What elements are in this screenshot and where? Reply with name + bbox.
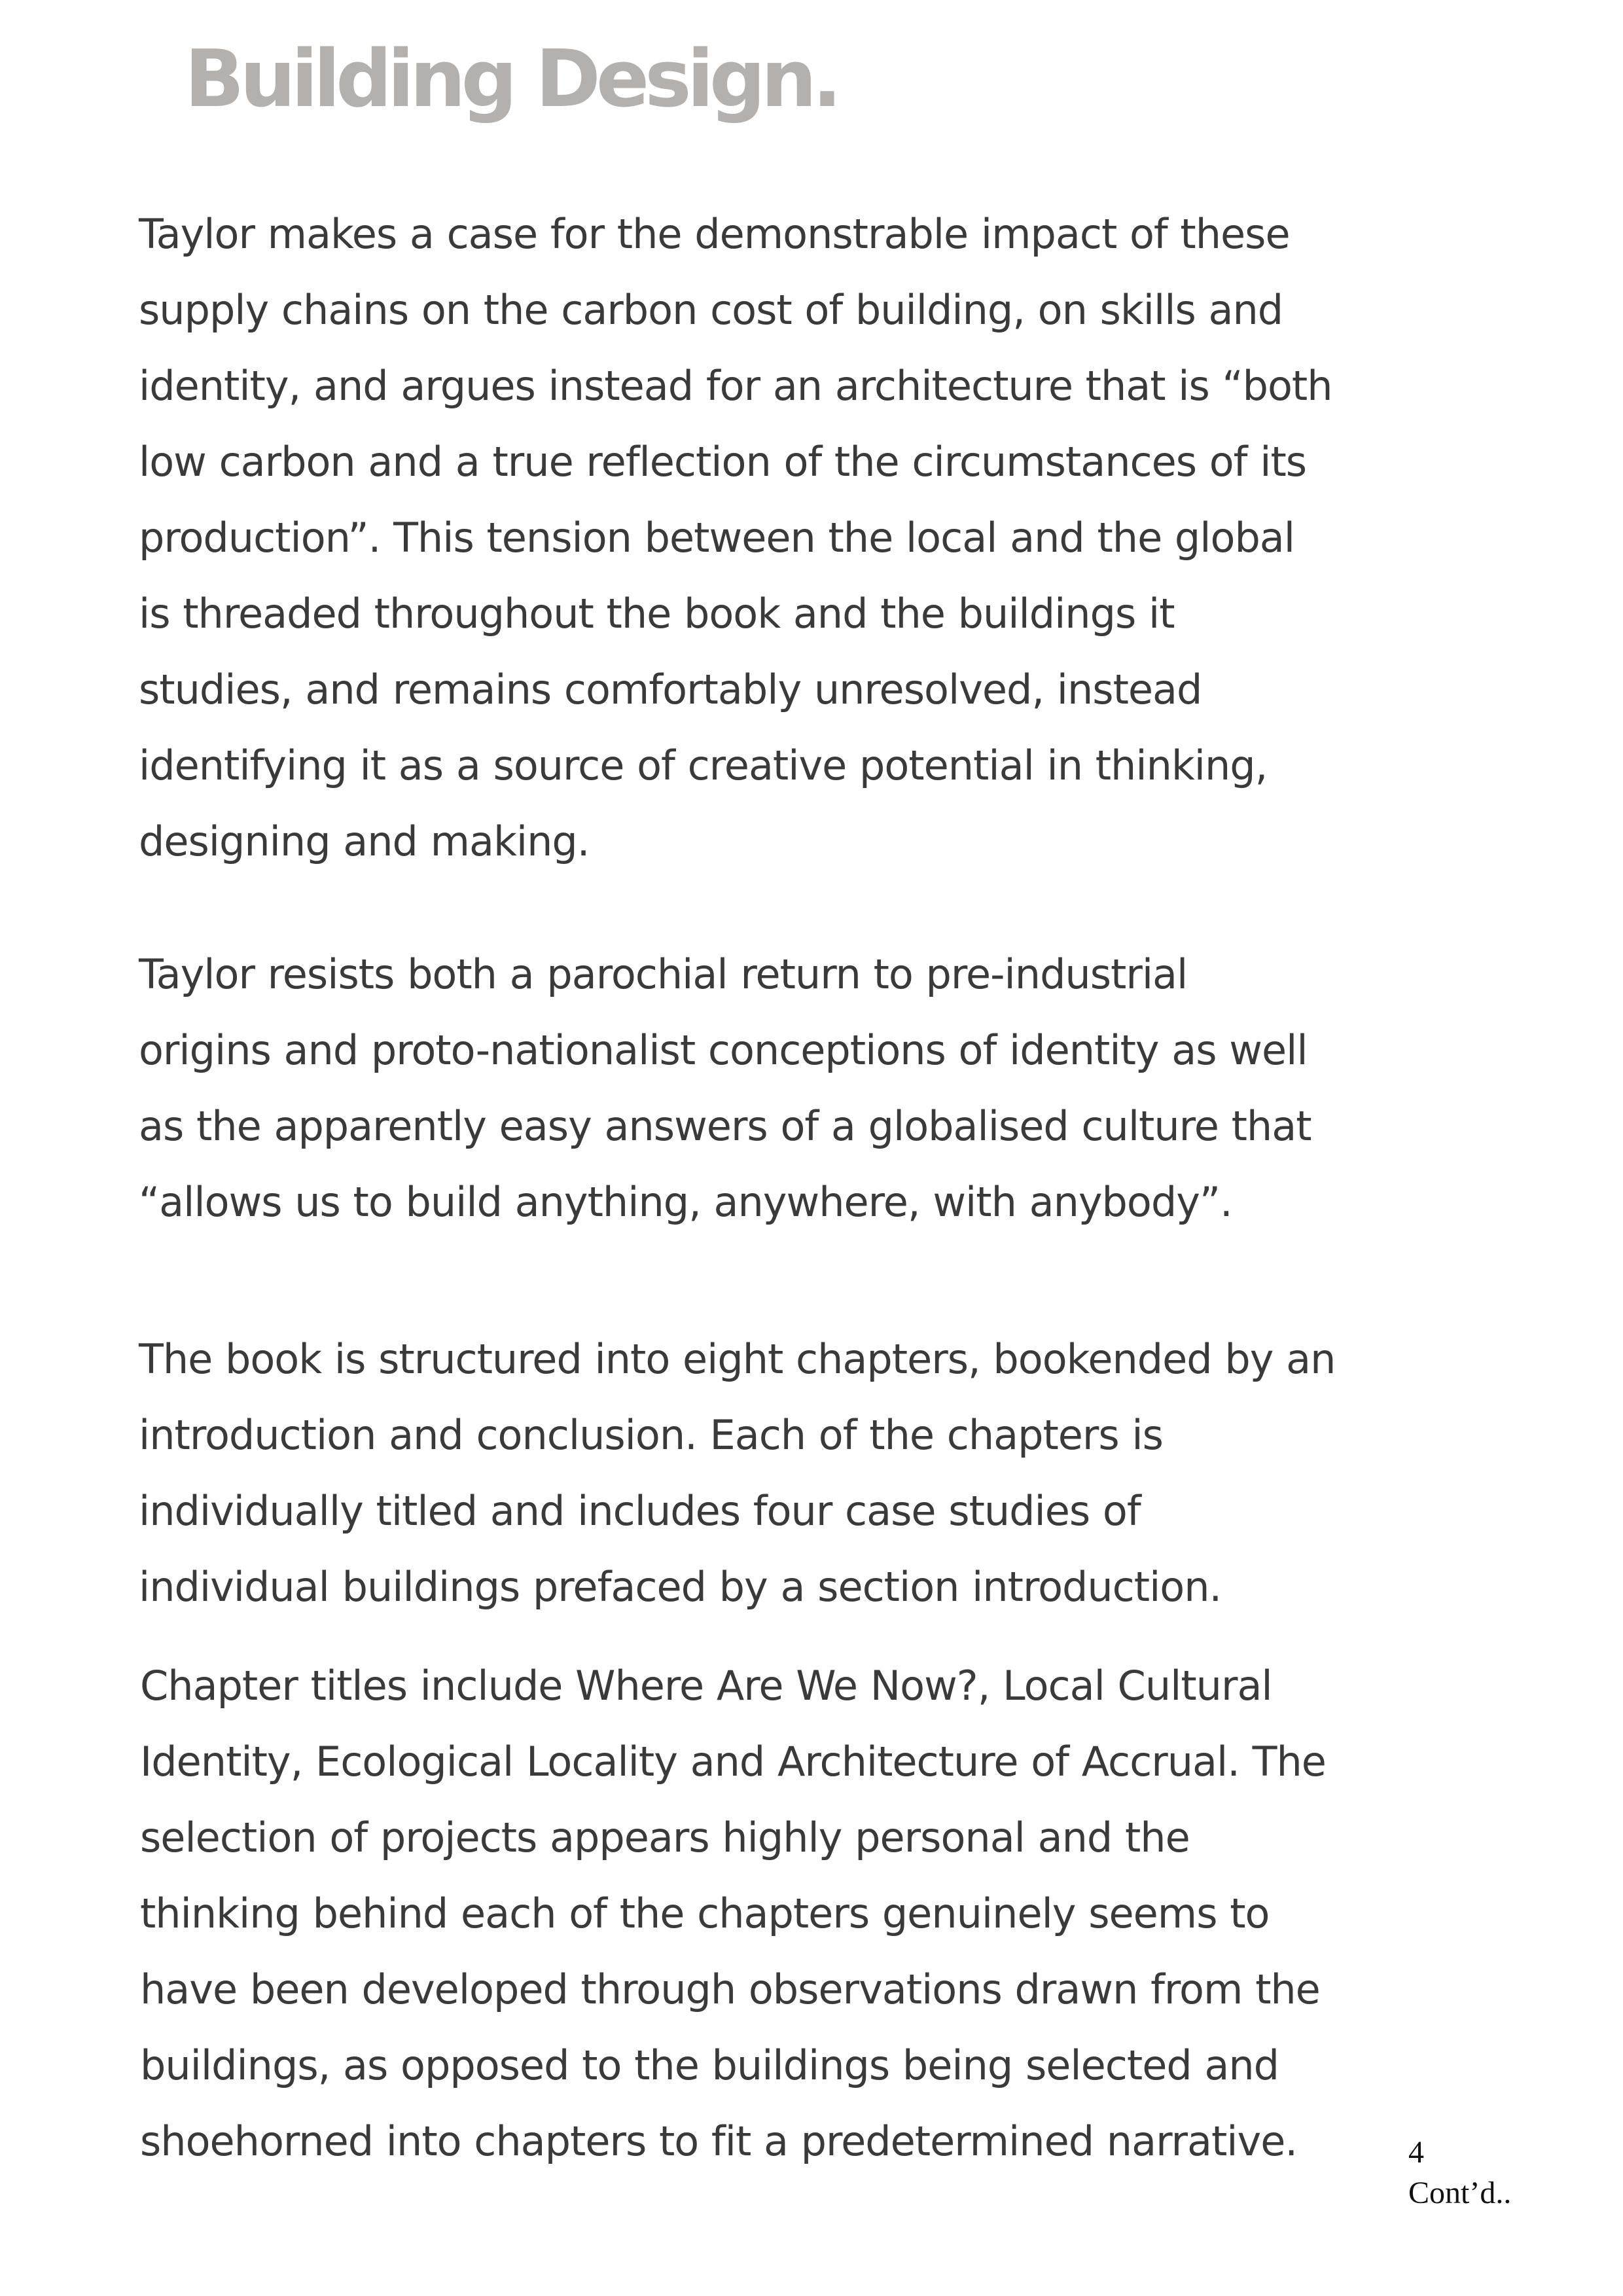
text-line: Taylor resists both a parochial return to pre-industrial [139,950,1188,998]
text-line: Chapter titles include Where Are We Now?, Local Cultural [140,1662,1272,1710]
publication-title: Building Design. [185,34,838,125]
text-line: individually titled and includes four case studies of [139,1487,1141,1535]
text-line: individual buildings prefaced by a section introduction. [139,1563,1222,1611]
page-footer [1408,2132,1511,2214]
text-line: production”. This tension between the local and the global [139,514,1295,562]
continued-note: Cont’d.. [1408,2176,1512,2210]
text-line: designing and making. [139,817,590,865]
text-line: as the apparently easy answers of a globalised culture that [139,1102,1311,1150]
text-line: have been developed through observations drawn from the [140,1965,1320,2013]
text-line: is threaded throughout the book and the buildings it [139,590,1175,637]
paragraph-chapter-titles [140,1648,1326,2179]
text-line: “allows us to build anything, anywhere, with anybody”. [139,1178,1232,1226]
text-line: studies, and remains comfortably unresolved, instead [139,666,1202,713]
text-line: The book is structured into eight chapters, bookended by an [139,1335,1336,1383]
paragraph-supply-chains [139,196,1332,880]
text-line: low carbon and a true reflection of the circumstances of its [139,438,1307,486]
text-line: buildings, as opposed to the buildings being selected and [140,2041,1279,2089]
text-line: supply chains on the carbon cost of building, on skills and [139,286,1283,334]
text-line: Identity, Ecological Locality and Architecture of Accrual. The [140,1738,1326,1785]
text-line: identifying it as a source of creative potential in thinking, [139,742,1268,789]
text-line: thinking behind each of the chapters genuinely seems to [140,1890,1270,1937]
text-line: identity, and argues instead for an architecture that is “both [139,362,1332,410]
text-line: origins and proto-nationalist conceptions of identity as well [139,1026,1308,1074]
text-line: shoehorned into chapters to fit a predetermined narrative. [140,2117,1298,2165]
text-line: selection of projects appears highly personal and the [140,1814,1190,1861]
paragraph-book-structure [139,1321,1335,1625]
page-number: 4 [1408,2135,1424,2170]
text-line: Taylor makes a case for the demonstrable impact of these [139,210,1290,258]
paragraph-parochial-return [139,937,1311,1240]
text-line: introduction and conclusion. Each of the chapters is [139,1411,1163,1459]
